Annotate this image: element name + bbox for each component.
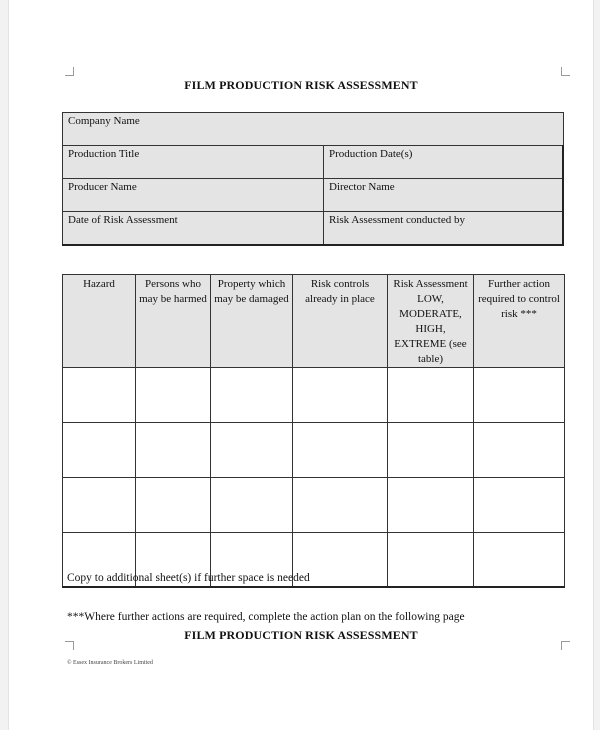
header-risk-controls: Risk controls already in place (293, 275, 388, 368)
table-cell[interactable] (293, 478, 388, 533)
header-hazard: Hazard (63, 275, 136, 368)
table-cell[interactable] (388, 478, 474, 533)
director-name-cell[interactable]: Director Name (324, 179, 564, 212)
table-cell[interactable] (63, 478, 136, 533)
table-row (63, 423, 565, 478)
table-cell[interactable] (474, 423, 565, 478)
header-property-damaged: Property which may be damaged (211, 275, 293, 368)
table-cell[interactable] (136, 478, 211, 533)
header-further-action: Further action required to control risk *** (474, 275, 565, 368)
table-row (63, 478, 565, 533)
document-title-repeat: FILM PRODUCTION RISK ASSESSMENT (184, 628, 418, 642)
header-persons-harmed: Persons who may be harmed (136, 275, 211, 368)
table-cell[interactable] (211, 368, 293, 423)
producer-name-cell[interactable]: Producer Name (63, 179, 324, 212)
table-cell[interactable] (63, 423, 136, 478)
table-cell[interactable] (388, 423, 474, 478)
header-risk-assessment-level: Risk Assessment LOW, MODERATE, HIGH, EXTREME (see table) (388, 275, 474, 368)
table-cell[interactable] (293, 423, 388, 478)
risk-assessment-conducted-by-cell[interactable]: Risk Assessment conducted by (324, 212, 564, 246)
crop-mark-top-right (561, 67, 570, 76)
table-cell[interactable] (63, 368, 136, 423)
table-cell[interactable] (388, 368, 474, 423)
table-row (63, 368, 565, 423)
table-cell[interactable] (474, 478, 565, 533)
crop-mark-top-left (65, 67, 74, 76)
company-name-cell[interactable]: Company Name (63, 113, 564, 146)
copyright-footer: © Essex Insurance Brokers Limited (67, 660, 153, 666)
table-cell[interactable] (211, 478, 293, 533)
risk-table-header-row (63, 275, 565, 368)
risk-assessment-table (62, 274, 565, 588)
table-cell[interactable] (293, 368, 388, 423)
document-title: FILM PRODUCTION RISK ASSESSMENT (184, 78, 418, 92)
table-cell[interactable] (211, 423, 293, 478)
production-dates-cell[interactable]: Production Date(s) (324, 146, 564, 179)
action-plan-note: ***Where further actions are required, complete the action plan on the following page (67, 611, 465, 623)
table-cell[interactable] (474, 533, 565, 588)
production-info-table (62, 112, 564, 246)
table-cell[interactable] (136, 423, 211, 478)
date-of-risk-assessment-cell[interactable]: Date of Risk Assessment (63, 212, 324, 246)
production-title-cell[interactable]: Production Title (63, 146, 324, 179)
additional-sheet-note: Copy to additional sheet(s) if further space is needed (67, 572, 310, 584)
table-cell[interactable] (388, 533, 474, 588)
table-cell[interactable] (474, 368, 565, 423)
table-cell[interactable] (136, 368, 211, 423)
document-page (8, 0, 594, 730)
